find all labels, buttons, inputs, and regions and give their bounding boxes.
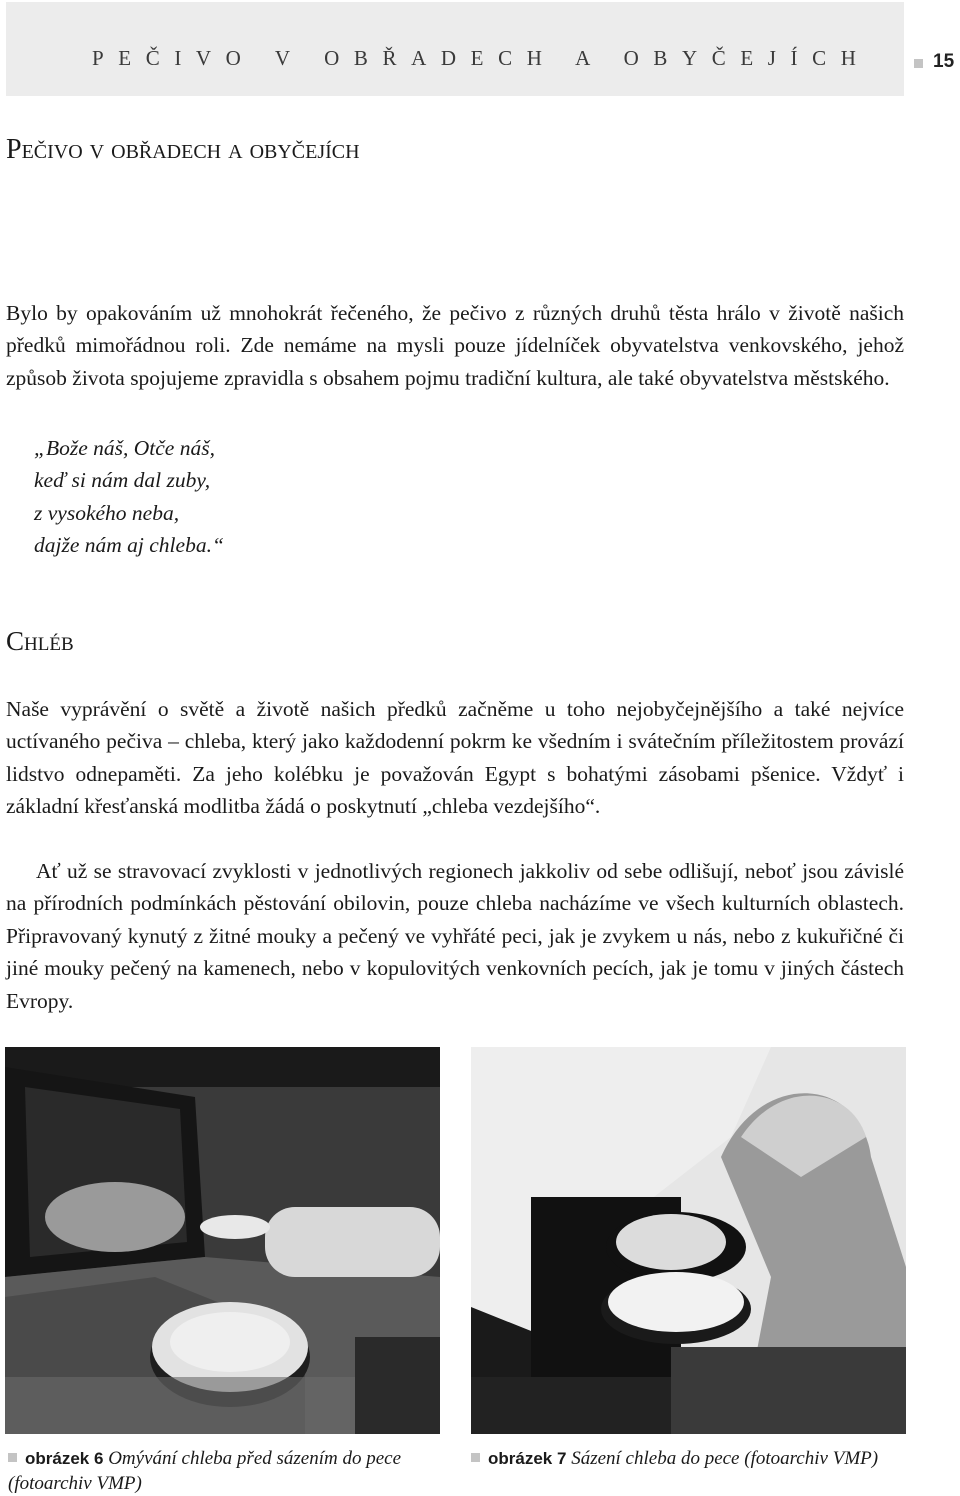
running-title: PEČIVO V OBŘADECH A OBYČEJÍCH [92, 46, 871, 70]
poem [34, 432, 224, 562]
poem-line: keď si nám dal zuby, [34, 468, 211, 493]
poem-line: dajže nám aj chleba.“ [34, 533, 224, 558]
chapter-title: Pečivo v obřadech a obyčejích [6, 134, 360, 165]
figure-7-caption [471, 1446, 911, 1471]
page-number-marker [914, 59, 923, 68]
section-paragraph: Naše vyprávění o světě a životě našich předků začněme u toho nejobyčejnějšího a také nejvíce uctívaného pečiva – chleba, který jako každodenní pokrm ke všedním i svátečním příležitostem provází lidstvo odnepaměti. Za jeho kolébku je považován Egypt s bohatými zásobami pšenice. Vždyť i základní křesťanská modlitba žádá o poskytnutí „chleba vezdejšího“. [6, 697, 904, 819]
figure-6-caption [8, 1446, 438, 1496]
caption-marker [471, 1453, 480, 1462]
section-title: Chléb [6, 626, 74, 656]
page-number: 15 [933, 51, 955, 72]
figure-7-photo [471, 1047, 906, 1434]
intro-paragraph: Bylo by opakováním už mnohokrát řečeného, že pečivo z různých druhů těsta hrálo v životě našich předků mimořádnou roli. Zde nemáme na mysli pouze jídelníček obyvatelstva venkovského, jehož způsob života spojujeme zpravidla s obsahem pojmu tradiční kultura, ale také obyvatelstva městského. [6, 301, 904, 390]
section-paragraph: Ať už se stravovací zvyklosti v jednotlivých regionech jakkoliv od sebe odlišují, neboť jsou závislé na přírodních podmínkách pěstování obilovin, pouze chleba nacházíme ve všech kulturních oblastech. Připravovaný kynutý z žitné mouky a pečený ve vyhřáté peci, jak je zvykem u nás, nebo z kukuřičné či jiné mouky pečený na kamenech, nebo v kopulovitých venkovních pecích, jak je tomu v jiných částech Evropy. [6, 859, 904, 1013]
figure-6-photo [5, 1047, 440, 1434]
poem-line: z vysokého neba, [34, 500, 180, 525]
figure-label: obrázek 6 [25, 1449, 104, 1468]
poem-line: „Bože náš, Otče náš, [34, 436, 215, 460]
figure-caption-text: Omývání chleba před sázením do pece (fotoarchiv VMP) [8, 1448, 402, 1494]
caption-marker [8, 1453, 17, 1462]
figure-caption-text: Sázení chleba do pece (fotoarchiv VMP) [571, 1448, 879, 1469]
figure-label: obrázek 7 [488, 1449, 567, 1468]
